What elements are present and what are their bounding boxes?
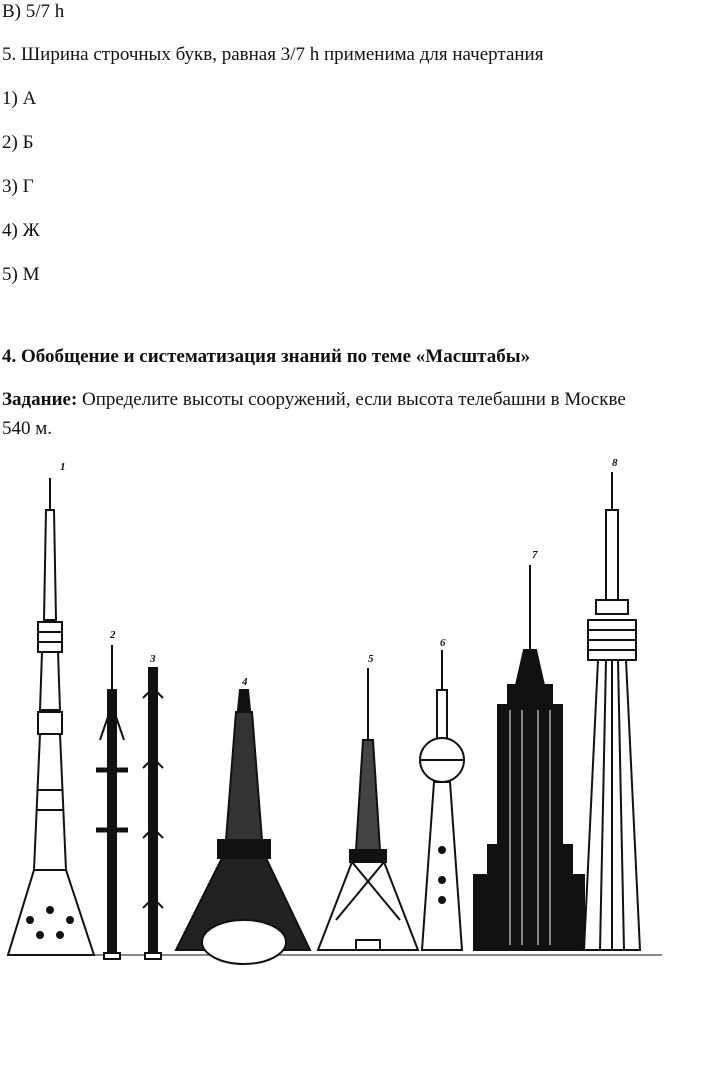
- tower-label-3: 3: [150, 653, 156, 665]
- task-label: Задание:: [2, 389, 78, 410]
- towers-illustration: [0, 450, 704, 970]
- tower-label-6: 6: [440, 637, 446, 649]
- task-line-1: [2, 388, 626, 412]
- answer-option-b: В) 5/7 h: [2, 1, 65, 22]
- tower-5-lattice: [318, 668, 418, 950]
- task-text: Определите высоты сооружений, если высота телебашни в Москве: [77, 389, 626, 410]
- tower-label-5: 5: [368, 653, 374, 665]
- task-line-2: 540 м.: [2, 418, 53, 439]
- tower-label-1: 1: [60, 461, 66, 473]
- tower-label-2: 2: [110, 629, 116, 641]
- tower-1-ostankino: [8, 478, 94, 955]
- tower-label-4: 4: [242, 676, 248, 688]
- tower-8-spire: [584, 472, 640, 950]
- option-3: 3) Г: [2, 176, 34, 197]
- option-1: 1) А: [2, 88, 37, 109]
- option-4: 4) Ж: [2, 220, 40, 241]
- tower-4-eiffel: [176, 690, 310, 964]
- tower-6-sphere: [420, 650, 464, 950]
- option-5: 5) М: [2, 264, 40, 285]
- section-heading: 4. Обобщение и систематизация знаний по теме «Масштабы»: [2, 346, 531, 367]
- option-2: 2) Б: [2, 132, 34, 153]
- tower-7-skyscraper: [474, 565, 584, 950]
- tower-label-8: 8: [612, 457, 618, 469]
- tower-3-mast: [143, 668, 163, 959]
- tower-2-mast: [96, 645, 128, 959]
- question-5: 5. Ширина строчных букв, равная 3/7 h применима для начертания: [2, 44, 544, 65]
- tower-label-7: 7: [532, 549, 538, 561]
